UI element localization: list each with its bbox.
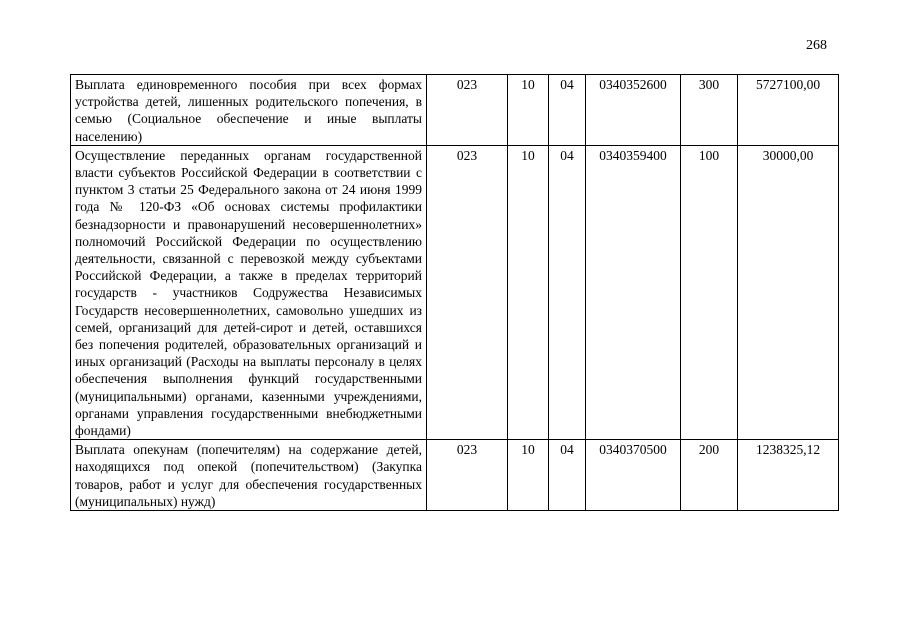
- table-row: [71, 440, 839, 511]
- table-row: [71, 145, 839, 439]
- row-description: Осуществление переданных органам государственной власти субъектов Российской Федерации в соответствии с пунктом 3 статьи 25 Федерального закона от 24 июня 1999 года № 120-ФЗ «Об основах системы профилактики безнадзорности и правонарушений несовершеннолетних» полномочий Российской Федерации по осуществлению деятельности, связанной с перевозкой между субъектами Российской Федерации, а также в пределах территорий государств - участников Содружества Независимых Государств несовершеннолетних, самовольно ушедших из семей, организаций для детей-сирот и детей, оставшихся без попечения родителей, образовательных организаций и иных организаций (Расходы на выплаты персоналу в целях обеспечения выполнения функций государственными (муниципальными) органами, казенными учреждениями, органами управления государственными внебюджетными фондами): [71, 145, 427, 439]
- target-article-cell: 0340352600: [586, 75, 681, 146]
- amount-cell: 30000,00: [738, 145, 839, 439]
- row-description: Выплата опекунам (попечителям) на содержание детей, находящихся под опекой (попечительством) (Закупка товаров, работ и услуг для обеспечения государственных (муниципальных) нужд): [71, 440, 427, 511]
- amount-cell: 1238325,12: [738, 440, 839, 511]
- budget-table: [70, 74, 839, 511]
- row-description: Выплата единовременного пособия при всех формах устройства детей, лишенных родительского попечения, в семью (Социальное обеспечение и иные выплаты населению): [71, 75, 427, 146]
- amount-cell: 5727100,00: [738, 75, 839, 146]
- section-cell: 10: [508, 145, 549, 439]
- table-row: [71, 75, 839, 146]
- page-number: 268: [806, 38, 827, 53]
- target-article-cell: 0340359400: [586, 145, 681, 439]
- ministry-code-cell: 023: [427, 145, 508, 439]
- subsection-cell: 04: [549, 145, 586, 439]
- section-cell: 10: [508, 75, 549, 146]
- expense-type-cell: 200: [681, 440, 738, 511]
- expense-type-cell: 100: [681, 145, 738, 439]
- target-article-cell: 0340370500: [586, 440, 681, 511]
- subsection-cell: 04: [549, 440, 586, 511]
- ministry-code-cell: 023: [427, 75, 508, 146]
- subsection-cell: 04: [549, 75, 586, 146]
- ministry-code-cell: 023: [427, 440, 508, 511]
- expense-type-cell: 300: [681, 75, 738, 146]
- section-cell: 10: [508, 440, 549, 511]
